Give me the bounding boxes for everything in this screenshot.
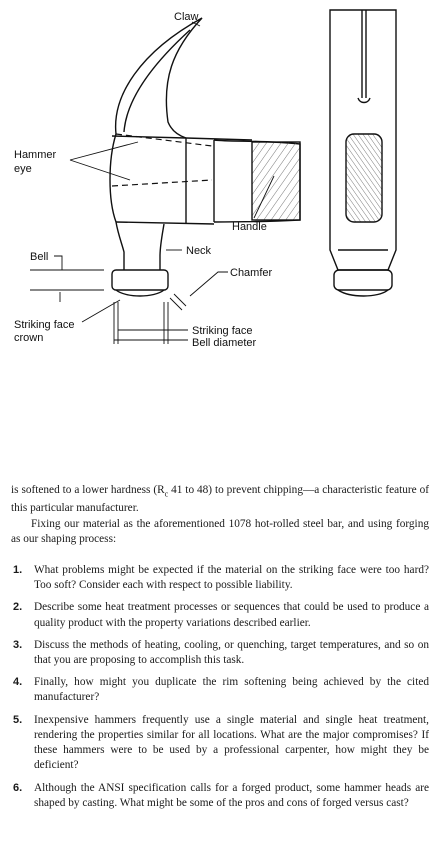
label-bell: Bell <box>30 251 49 263</box>
question-item: 1. What problems might be expected if the material on the striking face were too hard? Too soft? Consider each with respect to possible liability. <box>13 564 429 592</box>
hammer-end-view <box>330 10 396 296</box>
question-item: 5. Inexpensive hammers frequently use a single material and single heat treatment, rendering the properties similar for all locations. What are the major compromises? If these hammers were to be used by a professional carpenter, how might they be deficient? <box>13 713 429 772</box>
label-striking-face: Striking face <box>192 325 253 337</box>
label-chamfer: Chamfer <box>230 267 273 279</box>
paragraph-intro: is softened to a lower hardness ($R_c$ 41 to 48) to prevent chipping—a characteristic feature of this particular manufacturer. <box>11 484 429 515</box>
question-item: 4. Finally, how might you duplicate the rim softening being achieved by the cited manufacturer? <box>13 676 429 704</box>
hammer-diagram <box>0 0 433 360</box>
label-claw: Claw <box>174 11 199 23</box>
question-list <box>11 563 429 811</box>
question-item: 6. Although the ANSI specification calls for a forged product, some hammer heads are shaped by casting. What might be some of the pros and cons of forged versus cast? <box>13 781 429 809</box>
label-hammer-eye-1: Hammer <box>14 149 57 161</box>
claw-shape <box>116 18 202 138</box>
label-bell-diameter: Bell diameter <box>192 337 257 349</box>
label-hammer-eye-2: eye <box>14 163 32 175</box>
label-striking-face-crown-1: Striking face <box>14 319 75 331</box>
label-neck: Neck <box>186 245 212 257</box>
body-text <box>11 483 429 818</box>
question-item: 2. Describe some heat treatment processes or sequences that could be used to produce a quality product with the property variations described earlier. <box>13 601 429 629</box>
label-handle: Handle <box>232 221 267 233</box>
paragraph-setup: Fixing our material as the aforementioned 1078 hot-rolled steel bar, and using forging as our shaping process: <box>11 517 429 545</box>
question-item: 3. Discuss the methods of heating, cooling, or quenching, target temperatures, and so on that you are proposing to accomplish this task. <box>13 638 429 667</box>
label-striking-face-crown-2: crown <box>14 332 44 344</box>
